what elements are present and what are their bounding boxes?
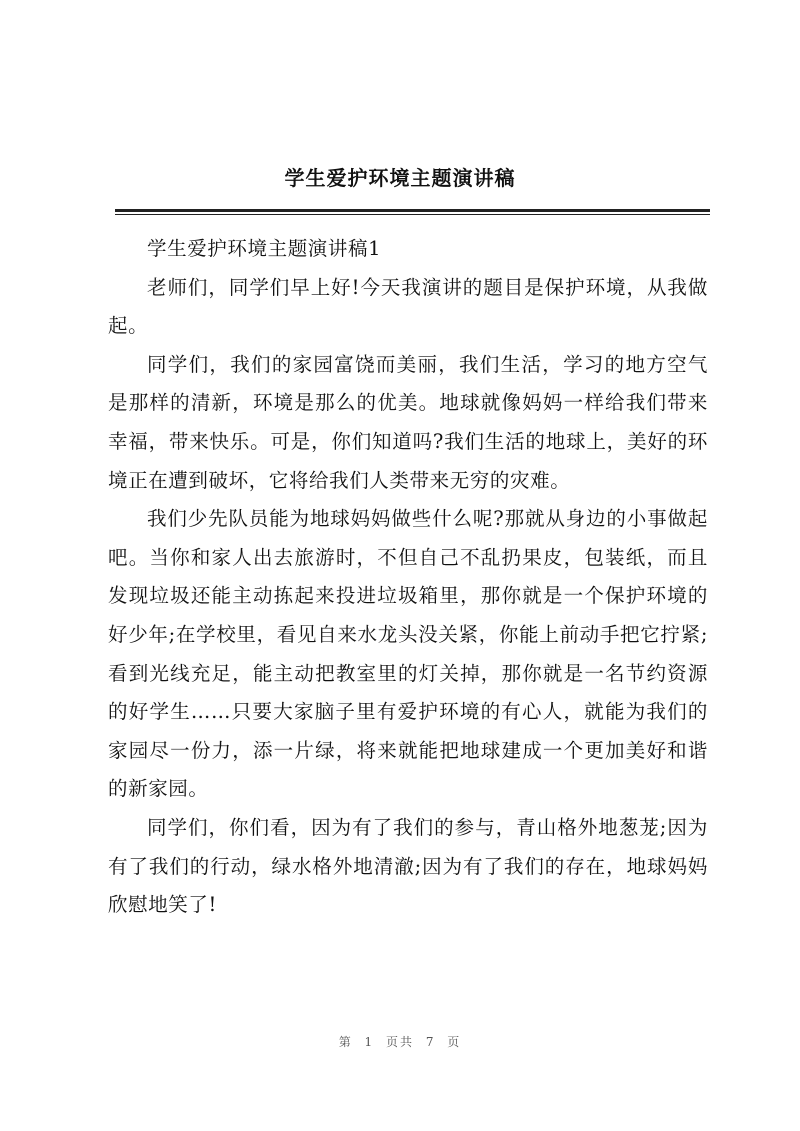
page-number-footer: 第 1 页共 7 页 bbox=[338, 1035, 462, 1049]
title-divider-thin bbox=[115, 214, 710, 215]
paragraph: 我们少先队员能为地球妈妈做些什么呢?那就从身边的小事做起吧。当你和家人出去旅游时，不但自己不乱扔果皮，包装纸，而且发现垃圾还能主动拣起来投进垃圾箱里，那你就是一个保护环境的好少年;在学校里，看见自来水龙头没关紧，你能上前动手把它拧紧;看到光线充足，能主动把教室里的灯关掉，那你就是一名节约资源的好学生……只要大家脑子里有爱护环境的有心人，就能为我们的家园尽一份力，添一片绿，将来就能把地球建成一个更加美好和谐的新家园。 bbox=[108, 507, 708, 801]
paragraph: 老师们，同学们早上好!今天我演讲的题目是保护环境，从我做起。 bbox=[108, 275, 708, 338]
title-divider bbox=[115, 209, 710, 212]
paragraph: 同学们，你们看，因为有了我们的参与，青山格外地葱茏;因为有了我们的行动，绿水格外地清澈;因为有了我们的存在，地球妈妈欣慰地笑了! bbox=[108, 815, 708, 917]
paragraph: 同学们，我们的家园富饶而美丽，我们生活，学习的地方空气是那样的清新，环境是那么的优美。地球就像妈妈一样给我们带来幸福，带来快乐。可是，你们知道吗?我们生活的地球上，美好的环境正在遭到破坏，它将给我们人类带来无穷的灾难。 bbox=[108, 352, 708, 492]
document-body bbox=[108, 230, 708, 925]
section-heading: 学生爱护环境主题演讲稿1 bbox=[147, 237, 382, 260]
page-title: 学生爱护环境主题演讲稿 bbox=[284, 166, 516, 190]
